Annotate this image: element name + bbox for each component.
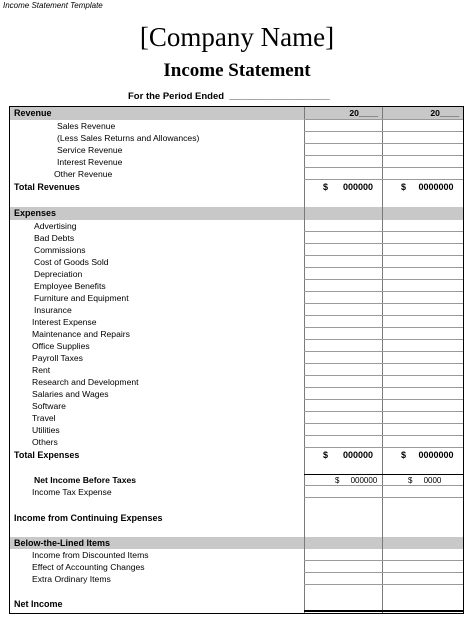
amount-cell[interactable] [304, 400, 382, 412]
total-expenses-label: Total Expenses [14, 450, 80, 460]
amount-cell[interactable] [304, 232, 382, 244]
amount-cell[interactable] [382, 561, 463, 573]
amount-cell[interactable] [382, 316, 463, 328]
expense-item-row [10, 220, 463, 232]
line-item-label: Insurance [34, 305, 72, 315]
expense-item-row [10, 292, 463, 304]
revenue-item-row [10, 120, 463, 132]
amount-cell[interactable] [382, 412, 463, 424]
year-header: 20____ [430, 108, 459, 118]
expenses-header-row [10, 207, 463, 220]
amount-cell[interactable] [382, 156, 463, 168]
amount-cell[interactable] [382, 400, 463, 412]
amount-cell[interactable] [382, 232, 463, 244]
expense-item-row [10, 388, 463, 400]
amount-cell[interactable] [382, 388, 463, 400]
amount-cell[interactable] [382, 168, 463, 180]
amount-cell[interactable] [382, 144, 463, 156]
expense-item-row [10, 364, 463, 376]
amount-cell[interactable] [382, 436, 463, 448]
amount-cell[interactable] [304, 364, 382, 376]
expense-item-row [10, 280, 463, 292]
net-before-taxes-row [10, 474, 463, 486]
amount-cell[interactable] [304, 412, 382, 424]
expense-item-row [10, 436, 463, 448]
amount-cell[interactable] [304, 156, 382, 168]
line-item-label: Effect of Accounting Changes [32, 562, 145, 572]
below-line-item-row [10, 573, 463, 585]
revenue-item-row [10, 156, 463, 168]
amount-cell[interactable] [382, 364, 463, 376]
amount-cell[interactable] [382, 598, 463, 612]
expense-item-row [10, 256, 463, 268]
line-item-label: Income from Discounted Items [32, 550, 149, 560]
expense-item-row [10, 340, 463, 352]
statement-title: Income Statement [163, 60, 311, 81]
line-item-label: Depreciation [34, 269, 83, 279]
net-income-label: Net Income [14, 599, 63, 609]
line-item-label: Interest Expense [32, 317, 97, 327]
amount-cell[interactable] [304, 168, 382, 180]
amount-cell[interactable] [304, 220, 382, 232]
line-item-label: Utilities [32, 425, 60, 435]
total-revenues-value: $ 0000000 [401, 182, 454, 192]
line-item-label: Payroll Taxes [32, 353, 83, 363]
line-item-label: Interest Revenue [57, 157, 123, 167]
amount-cell[interactable] [304, 132, 382, 144]
line-item-label: Research and Development [32, 377, 139, 387]
expense-item-row [10, 352, 463, 364]
amount-cell[interactable] [382, 424, 463, 436]
line-item-label: Employee Benefits [34, 281, 106, 291]
line-item-label: Bad Debts [34, 233, 75, 243]
amount-cell[interactable] [304, 280, 382, 292]
total-revenues-label: Total Revenues [14, 182, 80, 192]
line-item-label: Cost of Goods Sold [34, 257, 109, 267]
amount-cell[interactable] [304, 549, 382, 561]
net-before-taxes-value: $ 000000 [335, 476, 378, 485]
year-header-cell[interactable] [304, 107, 382, 120]
amount-cell[interactable] [304, 340, 382, 352]
below-line-header-row [10, 537, 463, 549]
amount-cell[interactable] [304, 144, 382, 156]
amount-cell[interactable] [304, 244, 382, 256]
below-line-item-row [10, 561, 463, 573]
expense-item-row [10, 328, 463, 340]
document-type-label: Income Statement Template [3, 1, 103, 10]
total-expenses-value: $ 0000000 [401, 450, 454, 460]
amount-cell[interactable] [382, 120, 463, 132]
expense-item-row [10, 424, 463, 436]
amount-cell[interactable] [304, 561, 382, 573]
amount-cell[interactable] [382, 340, 463, 352]
amount-cell[interactable] [304, 292, 382, 304]
period-label: For the Period Ended ___________________ [128, 91, 330, 102]
expense-item-row [10, 400, 463, 412]
line-item-label: Other Revenue [54, 169, 113, 179]
revenue-header-row [10, 107, 463, 120]
amount-cell[interactable] [382, 304, 463, 316]
amount-cell[interactable] [382, 268, 463, 280]
amount-cell[interactable] [304, 352, 382, 364]
expense-item-row [10, 376, 463, 388]
amount-cell[interactable] [304, 388, 382, 400]
continuing-label: Income from Continuing Expenses [14, 513, 163, 523]
revenue-item-row [10, 168, 463, 180]
line-item-label: Sales Revenue [57, 121, 116, 131]
revenue-heading: Revenue [14, 108, 52, 118]
amount-cell[interactable] [304, 486, 382, 498]
amount-cell[interactable] [304, 376, 382, 388]
line-item-label: Advertising [34, 221, 77, 231]
amount-cell[interactable] [382, 328, 463, 340]
expense-item-row [10, 412, 463, 424]
amount-cell[interactable] [382, 256, 463, 268]
line-item-label: Travel [32, 413, 56, 423]
amount-cell[interactable] [382, 573, 463, 585]
revenue-item-row [10, 132, 463, 144]
expenses-heading: Expenses [14, 208, 57, 218]
line-item-label: Furniture and Equipment [34, 293, 129, 303]
year-header: 20____ [349, 108, 378, 118]
net-income-row [10, 598, 463, 612]
line-item-label: Others [32, 437, 58, 447]
amount-cell[interactable] [304, 304, 382, 316]
expense-item-row [10, 232, 463, 244]
amount-cell[interactable] [304, 328, 382, 340]
line-item-label: Maintenance and Repairs [32, 329, 130, 339]
line-item-label: Service Revenue [57, 145, 123, 155]
expense-item-row [10, 316, 463, 328]
revenue-item-row [10, 144, 463, 156]
line-item-label: (Less Sales Returns and Allowances) [57, 133, 200, 143]
income-tax-row [10, 486, 463, 498]
expense-item-row [10, 268, 463, 280]
line-item-label: Software [32, 401, 66, 411]
amount-cell[interactable] [304, 436, 382, 448]
amount-cell[interactable] [304, 598, 382, 612]
amount-cell[interactable] [304, 316, 382, 328]
total-revenues-row [10, 180, 463, 194]
expense-item-row [10, 304, 463, 316]
amount-cell[interactable] [382, 549, 463, 561]
amount-cell[interactable] [304, 573, 382, 585]
line-item-label: Salaries and Wages [32, 389, 109, 399]
net-before-taxes-label: Net Income Before Taxes [34, 475, 137, 485]
amount-cell[interactable] [382, 352, 463, 364]
amount-cell[interactable] [382, 280, 463, 292]
line-item-label: Office Supplies [32, 341, 90, 351]
amount-cell[interactable] [382, 244, 463, 256]
line-item-label: Extra Ordinary Items [32, 574, 111, 584]
total-expenses-row [10, 448, 463, 462]
amount-cell[interactable] [304, 120, 382, 132]
amount-cell[interactable] [382, 486, 463, 498]
total-expenses-value: $ 000000 [323, 450, 374, 460]
amount-cell[interactable] [382, 292, 463, 304]
amount-cell[interactable] [304, 424, 382, 436]
amount-cell[interactable] [382, 220, 463, 232]
amount-cell[interactable] [382, 132, 463, 144]
line-item-label: Commissions [34, 245, 86, 255]
continuing-row [10, 512, 463, 525]
below-line-item-row [10, 549, 463, 561]
expense-item-row [10, 244, 463, 256]
amount-cell[interactable] [304, 268, 382, 280]
line-item-label: Rent [32, 365, 51, 375]
below-line-heading: Below-the-Lined Items [14, 538, 111, 548]
amount-cell[interactable] [304, 256, 382, 268]
amount-cell[interactable] [382, 376, 463, 388]
year-header-cell[interactable] [382, 107, 463, 120]
total-revenues-value: $ 000000 [323, 182, 374, 192]
income-statement-table [9, 106, 464, 614]
company-name: [Company Name] [139, 22, 335, 52]
income-tax-label: Income Tax Expense [32, 487, 112, 497]
net-before-taxes-value: $ 0000 [408, 476, 442, 485]
